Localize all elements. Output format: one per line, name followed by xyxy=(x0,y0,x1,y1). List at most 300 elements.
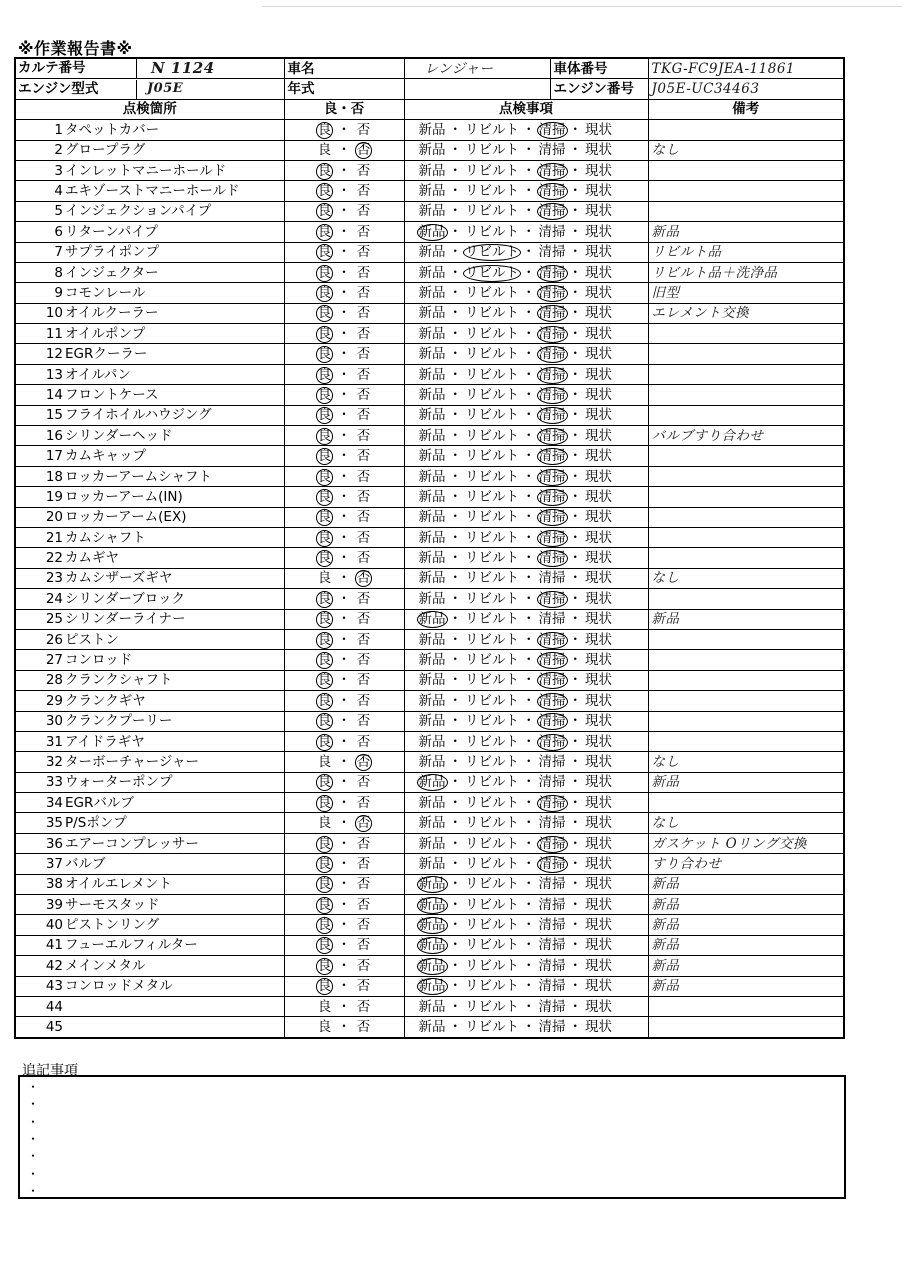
option-clean[interactable]: 清掃 xyxy=(538,753,566,770)
bad-option[interactable]: 否 xyxy=(356,121,371,138)
option-current[interactable]: 現状 xyxy=(585,407,612,424)
option-rebuilt[interactable]: リビルト xyxy=(465,733,519,750)
option-new[interactable]: 新品 xyxy=(418,468,446,485)
good-option[interactable]: 良 xyxy=(317,203,332,220)
option-current[interactable]: 現状 xyxy=(585,672,612,689)
option-clean[interactable]: 清掃 xyxy=(538,427,566,444)
option-current[interactable]: 現状 xyxy=(585,448,612,465)
option-clean[interactable]: 清掃 xyxy=(538,284,566,301)
bad-option[interactable]: 否 xyxy=(356,957,371,974)
option-rebuilt[interactable]: リビルト xyxy=(465,244,519,261)
option-current[interactable]: 現状 xyxy=(585,896,612,913)
good-bad-selector[interactable] xyxy=(284,466,404,486)
inspection-options[interactable] xyxy=(404,568,648,588)
option-clean[interactable]: 清掃 xyxy=(538,590,566,607)
option-current[interactable]: 現状 xyxy=(585,835,612,852)
option-rebuilt[interactable]: リビルト xyxy=(465,957,519,974)
good-bad-selector[interactable] xyxy=(284,691,404,711)
option-new[interactable]: 新品 xyxy=(418,325,446,342)
bad-option[interactable]: 否 xyxy=(356,305,371,322)
option-current[interactable]: 現状 xyxy=(585,713,612,730)
good-option[interactable]: 良 xyxy=(317,448,332,465)
good-option[interactable]: 良 xyxy=(317,366,332,383)
good-bad-selector[interactable] xyxy=(284,364,404,384)
bad-option[interactable]: 否 xyxy=(356,407,371,424)
good-bad-selector[interactable] xyxy=(284,956,404,976)
bad-option[interactable]: 否 xyxy=(356,876,371,893)
bad-option[interactable]: 否 xyxy=(356,509,371,526)
option-current[interactable]: 現状 xyxy=(585,998,612,1015)
inspection-options[interactable] xyxy=(404,609,648,629)
good-option[interactable]: 良 xyxy=(317,733,332,750)
option-new[interactable]: 新品 xyxy=(418,570,446,587)
option-current[interactable]: 現状 xyxy=(585,774,612,791)
bad-option[interactable]: 否 xyxy=(356,713,371,730)
good-bad-selector[interactable] xyxy=(284,507,404,527)
option-new[interactable]: 新品 xyxy=(418,590,446,607)
option-new[interactable]: 新品 xyxy=(418,937,446,954)
bad-option[interactable]: 否 xyxy=(356,590,371,607)
option-current[interactable]: 現状 xyxy=(585,815,612,832)
inspection-options[interactable] xyxy=(404,731,648,751)
option-clean[interactable]: 清掃 xyxy=(538,692,566,709)
option-current[interactable]: 現状 xyxy=(585,957,612,974)
good-bad-selector[interactable] xyxy=(284,670,404,690)
option-new[interactable]: 新品 xyxy=(418,162,446,179)
good-bad-selector[interactable] xyxy=(284,609,404,629)
good-option[interactable]: 良 xyxy=(317,183,332,200)
option-new[interactable]: 新品 xyxy=(418,529,446,546)
option-current[interactable]: 現状 xyxy=(585,1019,612,1036)
option-rebuilt[interactable]: リビルト xyxy=(465,366,519,383)
option-current[interactable]: 現状 xyxy=(585,142,612,159)
option-new[interactable]: 新品 xyxy=(418,264,446,281)
good-bad-selector[interactable] xyxy=(284,731,404,751)
option-rebuilt[interactable]: リビルト xyxy=(465,386,519,403)
inspection-options[interactable] xyxy=(404,976,648,996)
bad-option[interactable]: 否 xyxy=(356,244,371,261)
option-new[interactable]: 新品 xyxy=(418,774,446,791)
bad-option[interactable]: 否 xyxy=(356,162,371,179)
option-rebuilt[interactable]: リビルト xyxy=(465,672,519,689)
bad-option[interactable]: 否 xyxy=(356,550,371,567)
good-option[interactable]: 良 xyxy=(317,794,332,811)
inspection-options[interactable] xyxy=(404,160,648,180)
bad-option[interactable]: 否 xyxy=(356,570,371,587)
option-current[interactable]: 現状 xyxy=(585,978,612,995)
inspection-options[interactable] xyxy=(404,201,648,221)
good-bad-selector[interactable] xyxy=(284,854,404,874)
inspection-options[interactable] xyxy=(404,466,648,486)
option-new[interactable]: 新品 xyxy=(418,407,446,424)
option-rebuilt[interactable]: リビルト xyxy=(465,529,519,546)
good-option[interactable]: 良 xyxy=(317,590,332,607)
option-current[interactable]: 現状 xyxy=(585,590,612,607)
bad-option[interactable]: 否 xyxy=(356,611,371,628)
option-clean[interactable]: 清掃 xyxy=(538,550,566,567)
bad-option[interactable]: 否 xyxy=(356,346,371,363)
good-bad-selector[interactable] xyxy=(284,283,404,303)
option-current[interactable]: 現状 xyxy=(585,305,612,322)
option-rebuilt[interactable]: リビルト xyxy=(465,835,519,852)
option-rebuilt[interactable]: リビルト xyxy=(465,325,519,342)
good-bad-selector[interactable] xyxy=(284,160,404,180)
option-rebuilt[interactable]: リビルト xyxy=(465,203,519,220)
inspection-options[interactable] xyxy=(404,324,648,344)
bad-option[interactable]: 否 xyxy=(356,896,371,913)
option-new[interactable]: 新品 xyxy=(418,366,446,383)
option-rebuilt[interactable]: リビルト xyxy=(465,631,519,648)
option-clean[interactable]: 清掃 xyxy=(538,815,566,832)
good-bad-selector[interactable] xyxy=(284,752,404,772)
good-option[interactable]: 良 xyxy=(317,774,332,791)
inspection-options[interactable] xyxy=(404,364,648,384)
option-new[interactable]: 新品 xyxy=(418,203,446,220)
good-option[interactable]: 良 xyxy=(317,346,332,363)
bad-option[interactable]: 否 xyxy=(356,794,371,811)
option-current[interactable]: 現状 xyxy=(585,550,612,567)
inspection-options[interactable] xyxy=(404,344,648,364)
bad-option[interactable]: 否 xyxy=(356,427,371,444)
option-rebuilt[interactable]: リビルト xyxy=(465,407,519,424)
option-clean[interactable]: 清掃 xyxy=(538,713,566,730)
good-option[interactable]: 良 xyxy=(317,305,332,322)
option-current[interactable]: 現状 xyxy=(585,325,612,342)
option-clean[interactable]: 清掃 xyxy=(538,448,566,465)
good-option[interactable]: 良 xyxy=(317,917,332,934)
option-current[interactable]: 現状 xyxy=(585,468,612,485)
option-rebuilt[interactable]: リビルト xyxy=(465,142,519,159)
option-clean[interactable]: 清掃 xyxy=(538,774,566,791)
option-current[interactable]: 現状 xyxy=(585,488,612,505)
inspection-options[interactable] xyxy=(404,222,648,242)
option-clean[interactable]: 清掃 xyxy=(538,529,566,546)
option-new[interactable]: 新品 xyxy=(418,448,446,465)
option-new[interactable]: 新品 xyxy=(418,815,446,832)
inspection-options[interactable] xyxy=(404,670,648,690)
option-current[interactable]: 現状 xyxy=(585,183,612,200)
good-bad-selector[interactable] xyxy=(284,303,404,323)
option-clean[interactable]: 清掃 xyxy=(538,407,566,424)
inspection-options[interactable] xyxy=(404,629,648,649)
option-new[interactable]: 新品 xyxy=(418,346,446,363)
option-new[interactable]: 新品 xyxy=(418,121,446,138)
option-rebuilt[interactable]: リビルト xyxy=(465,774,519,791)
good-option[interactable]: 良 xyxy=(317,753,332,770)
bad-option[interactable]: 否 xyxy=(356,1019,371,1036)
good-bad-selector[interactable] xyxy=(284,629,404,649)
option-current[interactable]: 現状 xyxy=(585,631,612,648)
good-bad-selector[interactable] xyxy=(284,568,404,588)
inspection-options[interactable] xyxy=(404,996,648,1016)
inspection-options[interactable] xyxy=(404,752,648,772)
option-clean[interactable]: 清掃 xyxy=(538,896,566,913)
option-current[interactable]: 現状 xyxy=(585,203,612,220)
option-clean[interactable]: 清掃 xyxy=(538,1019,566,1036)
inspection-options[interactable] xyxy=(404,915,648,935)
bad-option[interactable]: 否 xyxy=(356,468,371,485)
option-clean[interactable]: 清掃 xyxy=(538,733,566,750)
inspection-options[interactable] xyxy=(404,813,648,833)
option-clean[interactable]: 清掃 xyxy=(538,142,566,159)
good-option[interactable]: 良 xyxy=(317,835,332,852)
bad-option[interactable]: 否 xyxy=(356,733,371,750)
option-clean[interactable]: 清掃 xyxy=(538,468,566,485)
inspection-options[interactable] xyxy=(404,487,648,507)
inspection-options[interactable] xyxy=(404,956,648,976)
option-rebuilt[interactable]: リビルト xyxy=(465,917,519,934)
option-clean[interactable]: 清掃 xyxy=(538,488,566,505)
good-bad-selector[interactable] xyxy=(284,1017,404,1038)
good-option[interactable]: 良 xyxy=(317,550,332,567)
option-current[interactable]: 現状 xyxy=(585,733,612,750)
inspection-options[interactable] xyxy=(404,935,648,955)
option-clean[interactable]: 清掃 xyxy=(538,366,566,383)
good-option[interactable]: 良 xyxy=(317,570,332,587)
inspection-options[interactable] xyxy=(404,242,648,262)
good-option[interactable]: 良 xyxy=(317,896,332,913)
option-rebuilt[interactable]: リビルト xyxy=(465,753,519,770)
option-current[interactable]: 現状 xyxy=(585,427,612,444)
good-option[interactable]: 良 xyxy=(317,488,332,505)
bad-option[interactable]: 否 xyxy=(356,284,371,301)
option-rebuilt[interactable]: リビルト xyxy=(465,183,519,200)
inspection-options[interactable] xyxy=(404,140,648,160)
good-bad-selector[interactable] xyxy=(284,874,404,894)
bad-option[interactable]: 否 xyxy=(356,998,371,1015)
good-bad-selector[interactable] xyxy=(284,140,404,160)
option-rebuilt[interactable]: リビルト xyxy=(465,346,519,363)
option-clean[interactable]: 清掃 xyxy=(538,611,566,628)
option-clean[interactable]: 清掃 xyxy=(538,794,566,811)
inspection-options[interactable] xyxy=(404,303,648,323)
option-new[interactable]: 新品 xyxy=(418,794,446,811)
option-new[interactable]: 新品 xyxy=(418,855,446,872)
inspection-options[interactable] xyxy=(404,120,648,140)
option-new[interactable]: 新品 xyxy=(418,978,446,995)
good-option[interactable]: 良 xyxy=(317,1019,332,1036)
option-new[interactable]: 新品 xyxy=(418,1019,446,1036)
option-new[interactable]: 新品 xyxy=(418,488,446,505)
bad-option[interactable]: 否 xyxy=(356,203,371,220)
option-new[interactable]: 新品 xyxy=(418,713,446,730)
inspection-options[interactable] xyxy=(404,385,648,405)
good-option[interactable]: 良 xyxy=(317,407,332,424)
option-clean[interactable]: 清掃 xyxy=(538,386,566,403)
inspection-options[interactable] xyxy=(404,833,648,853)
option-clean[interactable]: 清掃 xyxy=(538,570,566,587)
option-new[interactable]: 新品 xyxy=(418,917,446,934)
good-bad-selector[interactable] xyxy=(284,487,404,507)
option-rebuilt[interactable]: リビルト xyxy=(465,998,519,1015)
option-clean[interactable]: 清掃 xyxy=(538,223,566,240)
bad-option[interactable]: 否 xyxy=(356,366,371,383)
option-current[interactable]: 現状 xyxy=(585,346,612,363)
option-rebuilt[interactable]: リビルト xyxy=(465,937,519,954)
good-bad-selector[interactable] xyxy=(284,446,404,466)
bad-option[interactable]: 否 xyxy=(356,917,371,934)
good-bad-selector[interactable] xyxy=(284,589,404,609)
option-new[interactable]: 新品 xyxy=(418,611,446,628)
inspection-options[interactable] xyxy=(404,507,648,527)
good-bad-selector[interactable] xyxy=(284,650,404,670)
bad-option[interactable]: 否 xyxy=(356,855,371,872)
good-option[interactable]: 良 xyxy=(317,692,332,709)
option-clean[interactable]: 清掃 xyxy=(538,203,566,220)
bad-option[interactable]: 否 xyxy=(356,264,371,281)
option-rebuilt[interactable]: リビルト xyxy=(465,121,519,138)
inspection-options[interactable] xyxy=(404,895,648,915)
bad-option[interactable]: 否 xyxy=(356,386,371,403)
good-option[interactable]: 良 xyxy=(317,162,332,179)
good-bad-selector[interactable] xyxy=(284,426,404,446)
good-bad-selector[interactable] xyxy=(284,996,404,1016)
option-clean[interactable]: 清掃 xyxy=(538,917,566,934)
option-current[interactable]: 現状 xyxy=(585,529,612,546)
option-current[interactable]: 現状 xyxy=(585,162,612,179)
bad-option[interactable]: 否 xyxy=(356,774,371,791)
option-clean[interactable]: 清掃 xyxy=(538,121,566,138)
good-bad-selector[interactable] xyxy=(284,344,404,364)
option-new[interactable]: 新品 xyxy=(418,427,446,444)
bad-option[interactable]: 否 xyxy=(356,937,371,954)
option-rebuilt[interactable]: リビルト xyxy=(465,162,519,179)
good-bad-selector[interactable] xyxy=(284,262,404,282)
inspection-options[interactable] xyxy=(404,772,648,792)
good-bad-selector[interactable] xyxy=(284,915,404,935)
option-rebuilt[interactable]: リビルト xyxy=(465,611,519,628)
inspection-options[interactable] xyxy=(404,405,648,425)
option-clean[interactable]: 清掃 xyxy=(538,264,566,281)
option-clean[interactable]: 清掃 xyxy=(538,876,566,893)
option-current[interactable]: 現状 xyxy=(585,753,612,770)
option-new[interactable]: 新品 xyxy=(418,998,446,1015)
option-rebuilt[interactable]: リビルト xyxy=(465,815,519,832)
option-clean[interactable]: 清掃 xyxy=(538,978,566,995)
inspection-options[interactable] xyxy=(404,711,648,731)
good-bad-selector[interactable] xyxy=(284,181,404,201)
option-clean[interactable]: 清掃 xyxy=(538,998,566,1015)
good-option[interactable]: 良 xyxy=(317,223,332,240)
option-new[interactable]: 新品 xyxy=(418,835,446,852)
good-option[interactable]: 良 xyxy=(317,509,332,526)
good-option[interactable]: 良 xyxy=(317,264,332,281)
good-option[interactable]: 良 xyxy=(317,978,332,995)
option-current[interactable]: 現状 xyxy=(585,570,612,587)
option-clean[interactable]: 清掃 xyxy=(538,305,566,322)
option-clean[interactable]: 清掃 xyxy=(538,937,566,954)
option-rebuilt[interactable]: リビルト xyxy=(465,794,519,811)
option-current[interactable]: 現状 xyxy=(585,937,612,954)
option-clean[interactable]: 清掃 xyxy=(538,672,566,689)
good-bad-selector[interactable] xyxy=(284,976,404,996)
option-new[interactable]: 新品 xyxy=(418,284,446,301)
good-option[interactable]: 良 xyxy=(317,631,332,648)
inspection-options[interactable] xyxy=(404,1017,648,1038)
option-rebuilt[interactable]: リビルト xyxy=(465,713,519,730)
option-new[interactable]: 新品 xyxy=(418,223,446,240)
bad-option[interactable]: 否 xyxy=(356,183,371,200)
option-current[interactable]: 現状 xyxy=(585,284,612,301)
option-clean[interactable]: 清掃 xyxy=(538,183,566,200)
good-option[interactable]: 良 xyxy=(317,652,332,669)
good-bad-selector[interactable] xyxy=(284,772,404,792)
inspection-options[interactable] xyxy=(404,691,648,711)
option-rebuilt[interactable]: リビルト xyxy=(465,896,519,913)
bad-option[interactable]: 否 xyxy=(356,223,371,240)
option-current[interactable]: 現状 xyxy=(585,244,612,261)
good-bad-selector[interactable] xyxy=(284,324,404,344)
option-new[interactable]: 新品 xyxy=(418,305,446,322)
good-option[interactable]: 良 xyxy=(317,468,332,485)
good-option[interactable]: 良 xyxy=(317,142,332,159)
good-bad-selector[interactable] xyxy=(284,120,404,140)
option-rebuilt[interactable]: リビルト xyxy=(465,590,519,607)
option-new[interactable]: 新品 xyxy=(418,550,446,567)
option-current[interactable]: 現状 xyxy=(585,692,612,709)
inspection-options[interactable] xyxy=(404,854,648,874)
option-clean[interactable]: 清掃 xyxy=(538,346,566,363)
good-bad-selector[interactable] xyxy=(284,222,404,242)
good-option[interactable]: 良 xyxy=(317,529,332,546)
inspection-options[interactable] xyxy=(404,874,648,894)
option-rebuilt[interactable]: リビルト xyxy=(465,488,519,505)
option-clean[interactable]: 清掃 xyxy=(538,244,566,261)
inspection-options[interactable] xyxy=(404,262,648,282)
option-new[interactable]: 新品 xyxy=(418,733,446,750)
option-clean[interactable]: 清掃 xyxy=(538,652,566,669)
option-current[interactable]: 現状 xyxy=(585,223,612,240)
bad-option[interactable]: 否 xyxy=(356,652,371,669)
good-option[interactable]: 良 xyxy=(317,713,332,730)
good-option[interactable]: 良 xyxy=(317,244,332,261)
bad-option[interactable]: 否 xyxy=(356,692,371,709)
option-rebuilt[interactable]: リビルト xyxy=(465,427,519,444)
option-current[interactable]: 現状 xyxy=(585,876,612,893)
option-current[interactable]: 現状 xyxy=(585,121,612,138)
good-option[interactable]: 良 xyxy=(317,672,332,689)
option-new[interactable]: 新品 xyxy=(418,509,446,526)
option-rebuilt[interactable]: リビルト xyxy=(465,468,519,485)
good-option[interactable]: 良 xyxy=(317,325,332,342)
inspection-options[interactable] xyxy=(404,527,648,547)
option-clean[interactable]: 清掃 xyxy=(538,957,566,974)
option-current[interactable]: 現状 xyxy=(585,917,612,934)
bad-option[interactable]: 否 xyxy=(356,529,371,546)
option-rebuilt[interactable]: リビルト xyxy=(465,305,519,322)
additional-notes-box[interactable] xyxy=(18,1075,846,1199)
option-new[interactable]: 新品 xyxy=(418,142,446,159)
option-clean[interactable]: 清掃 xyxy=(538,325,566,342)
inspection-options[interactable] xyxy=(404,446,648,466)
good-bad-selector[interactable] xyxy=(284,385,404,405)
option-current[interactable]: 現状 xyxy=(585,509,612,526)
good-option[interactable]: 良 xyxy=(317,386,332,403)
option-rebuilt[interactable]: リビルト xyxy=(465,570,519,587)
bad-option[interactable]: 否 xyxy=(356,978,371,995)
inspection-options[interactable] xyxy=(404,548,648,568)
option-new[interactable]: 新品 xyxy=(418,896,446,913)
option-current[interactable]: 現状 xyxy=(585,386,612,403)
option-rebuilt[interactable]: リビルト xyxy=(465,1019,519,1036)
option-new[interactable]: 新品 xyxy=(418,183,446,200)
option-clean[interactable]: 清掃 xyxy=(538,631,566,648)
good-bad-selector[interactable] xyxy=(284,793,404,813)
good-bad-selector[interactable] xyxy=(284,711,404,731)
good-option[interactable]: 良 xyxy=(317,121,332,138)
option-current[interactable]: 現状 xyxy=(585,855,612,872)
good-option[interactable]: 良 xyxy=(317,937,332,954)
